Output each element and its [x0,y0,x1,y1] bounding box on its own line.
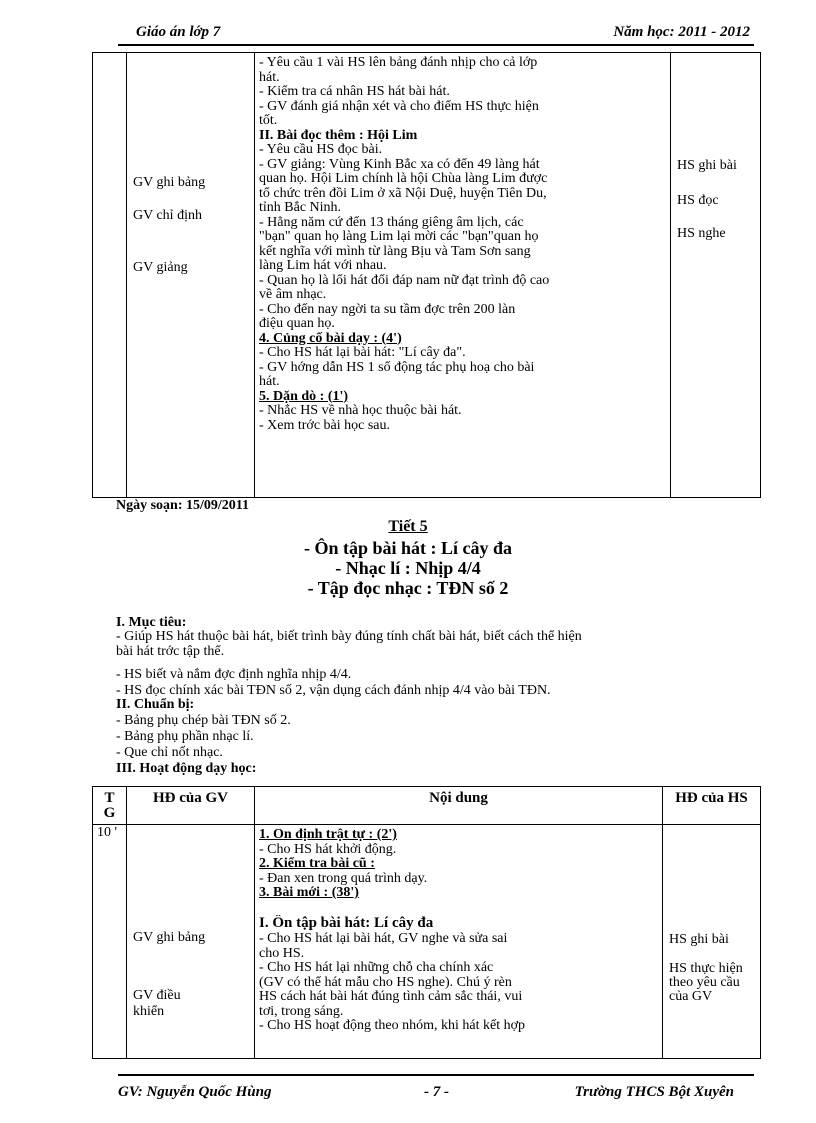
hs-note: HS ghi bài [669,932,729,947]
lesson-item: - Tập đọc nhạc : TĐN số 2 [307,578,509,598]
gv-note: GV điều [133,988,181,1003]
content-line: về âm nhạc. [259,288,327,302]
preparation-line: - Bảng phụ chép bài TĐN số 2. [116,713,291,728]
gv-note: GV chỉ định [133,208,202,223]
gv-note: GV ghi bảng [133,175,206,190]
gv-note: GV giảng [133,260,188,275]
gv-activity-cell [127,53,255,498]
content-line: - Yêu cầu 1 vài HS lên bảng đánh nhịp cho cả lớp [259,56,538,70]
preparation-heading: II. Chuẩn bị: [116,697,195,712]
content-line: - Yêu cầu HS đọc bài. [259,143,383,157]
content-line: quan họ. Hội Lim chính là hội Chùa làng Lim được [259,172,548,186]
hs-note: theo yêu cầu [669,975,740,990]
hs-activity-cell [671,53,761,498]
lesson-number: Tiết 5 [388,518,428,535]
hs-note: HS ghi bài [677,158,737,173]
content-line: - Cho HS hát lại bài hát: "Lí cây đa". [259,346,466,360]
content-cell [255,825,663,1059]
footer-school: Trường THCS Bột Xuyên [574,1084,734,1100]
gv-note: GV ghi bảng [133,930,206,945]
page-number: - 7 - [424,1084,449,1100]
objective-line: - HS biết và nắm đợc định nghĩa nhịp 4/4. [116,667,352,682]
page-footer [118,1074,754,1100]
tg-value: 10 ' [93,825,127,1059]
objectives-heading: I. Mục tiêu: [116,615,187,630]
content-line: - Cho HS hát lại những chỗ cha chính xác [259,961,494,975]
content-line: - Cho đến nay ngời ta su tầm đợc trên 200 làn [259,302,516,317]
header-hs: HĐ của HS [663,787,761,825]
content-line: làng Lim hát với nhau. [259,259,387,273]
content-line: - Nhắc HS về nhà học thuộc bài hát. [259,404,462,418]
preparation-line: - Que chỉ nốt nhạc. [116,745,223,760]
page-header [118,22,754,46]
lesson-item: - Nhạc lí : Nhịp 4/4 [335,558,481,578]
hs-note: của GV [669,989,713,1004]
content-line: - Cho HS hoạt động theo nhóm, khi hát kết hợp [259,1019,525,1033]
objective-line: - HS đọc chính xác bài TĐN số 2, vận dụng cách đánh nhịp 4/4 vào bài TĐN. [116,683,551,698]
gv-activity-cell [127,825,255,1059]
content-line: - Đan xen trong quá trình dạy. [259,871,428,886]
section-heading: I. Ôn tập bài hát: Lí cây đa [259,915,434,931]
preparation-line: - Bảng phụ phần nhạc lí. [116,729,254,744]
content-line: - Quan họ là lối hát đối đáp nam nữ đạt trình độ cao [259,273,550,288]
hs-activity-cell [663,825,761,1059]
section-heading: II. Bài đọc thêm : Hội Lim [259,128,418,143]
section-heading: 4. Củng cố bài dạy : (4') [259,331,402,346]
section-heading: 1. Ổn định trật tự : (2') [259,828,397,842]
content-line: tơi, trong sáng. [259,1004,344,1019]
hs-note: HS nghe [677,226,726,241]
content-line: - GV giảng: Vùng Kinh Bắc xa có đến 49 làng hát [259,157,540,172]
content-line: - GV hớng dẫn HS 1 số động tác phụ hoạ cho bài [259,360,535,375]
content-line: - Cho HS hát khởi động. [259,842,397,857]
activities-table [92,786,761,1059]
content-line: (GV có thể hát mẫu cho HS nghe). Chú ý rèn [259,975,512,990]
gv-note: khiển [133,1004,165,1019]
content-line: tổ chức trên đồi Lim ở xã Nội Duệ, huyện Tiên Du, [259,186,547,201]
header-gv: HĐ của GV [127,787,255,825]
content-line: kết nghĩa với mình từ làng Bịu và Tam Sơn sang [259,244,531,259]
content-line: - Kiểm tra cá nhân HS hát bài hát. [259,85,450,99]
objective-line: bài hát trớc tập thể. [116,644,225,659]
top-lesson-table [92,52,761,498]
date-prepared: Ngày soạn: 15/09/2011 [116,498,250,513]
spacer-line [259,901,658,916]
content-line: - GV đánh giá nhận xét và cho điểm HS thực hiện [259,99,539,114]
activities-heading: III. Hoạt động dạy học: [116,761,257,776]
section-heading: 3. Bài mới : (38') [259,886,359,900]
header-subject: Giáo án lớp 7 [136,24,221,40]
lesson-item: - Ôn tập bài hát : Lí cây đa [303,538,513,558]
hs-note: HS thực hiện [669,961,743,976]
content-line: - Cho HS hát lại bài hát, GV nghe và sửa sai [259,932,508,946]
content-cell [255,53,671,498]
content-line: cho HS. [259,946,305,961]
content-line: điệu quan họ. [259,317,335,331]
content-line: - Hằng năm cứ đến 13 tháng giêng âm lịch, các [259,215,524,230]
content-line: tốt. [259,114,278,128]
content-line: "bạn" quan họ làng Lim lại mời các "bạn"quan họ [259,230,539,244]
header-content: Nội dung [255,787,663,825]
section-heading: 2. Kiểm tra bài cũ : [259,857,375,871]
content-line: tỉnh Bắc Ninh. [259,201,342,215]
content-line: - Xem trớc bài học sau. [259,418,391,433]
header-school-year: Năm học: 2011 - 2012 [613,24,750,40]
hs-note: HS đọc [677,193,719,208]
footer-teacher: GV: Nguyễn Quốc Hùng [118,1084,272,1100]
content-line: hát. [259,375,280,389]
tg-cell [93,53,127,498]
content-line: HS cách hát bài hát đúng tình cảm sắc thái, vui [259,990,523,1004]
content-line: hát. [259,70,280,85]
objective-line: - Giúp HS hát thuộc bài hát, biết trình bày đúng tính chất bài hát, biết cách thể hiện [116,629,582,644]
section-heading: 5. Dặn dò : (1') [259,389,349,404]
header-tg: T G [93,787,127,825]
